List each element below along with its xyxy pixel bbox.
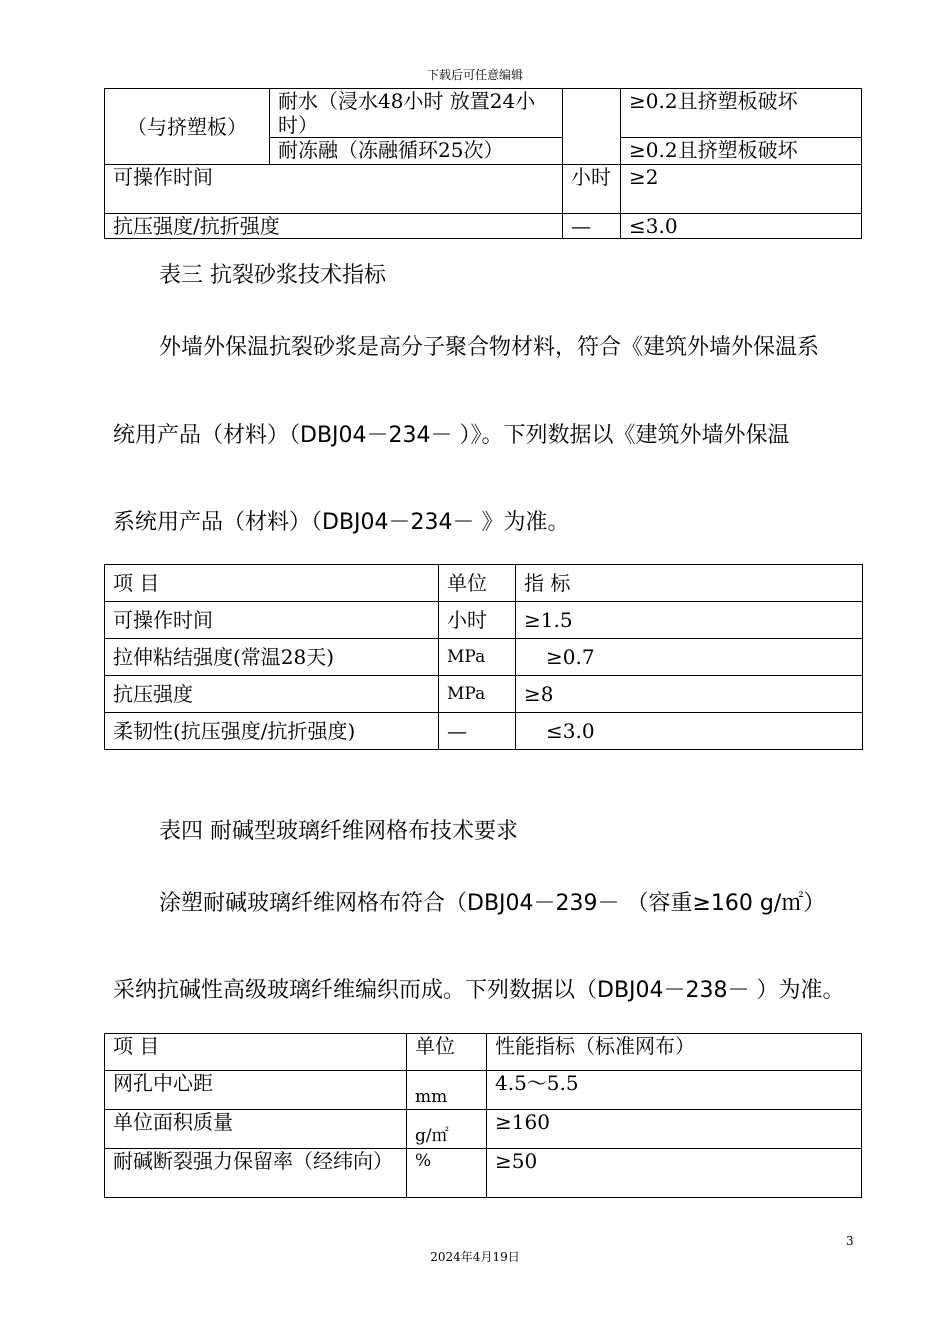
table-row xyxy=(105,676,863,713)
table-row xyxy=(105,1110,862,1149)
table-cell-unit: — xyxy=(563,214,621,239)
table-cell-value: ≥2 xyxy=(621,165,862,214)
table-cell-unit: MPa xyxy=(439,639,516,676)
paragraph-line: 统用产品（材料）（DBJ04－234－ ）》。下列数据以《建筑外墙外保温 xyxy=(113,423,790,448)
table-cell-unit: — xyxy=(439,713,516,750)
section-title: 表四 耐碱型玻璃纤维网格布技术要求 xyxy=(159,819,518,844)
paragraph-line: 系统用产品（材料）（DBJ04－234－ 》为准。 xyxy=(113,510,570,535)
mesh-spec-table xyxy=(104,1033,862,1198)
table-cell-subitem: 耐冻融（冻融循环25次） xyxy=(270,138,563,165)
table-row xyxy=(105,1149,862,1198)
table-cell-unit: g/㎡ xyxy=(407,1110,487,1149)
table-cell-item: 单位面积质量 xyxy=(105,1110,407,1149)
table-cell-item: （与挤塑板） xyxy=(105,89,270,165)
page-header: 下载后可任意编辑 xyxy=(426,68,523,82)
table-cell-item: 柔韧性(抗压强度/抗折强度) xyxy=(105,713,439,750)
table-cell-unit: MPa xyxy=(439,676,516,713)
table-cell-item: 耐碱断裂强力保留率（经纬向） xyxy=(105,1149,407,1198)
table-cell-unit: mm xyxy=(407,1071,487,1110)
table-row xyxy=(105,602,863,639)
table-cell-item: 可操作时间 xyxy=(105,165,563,214)
table-cell-value: ≥1.5 xyxy=(516,602,863,639)
footer-date: 2024年4月19日 xyxy=(430,1250,520,1264)
table-cell-item: 抗压强度 xyxy=(105,676,439,713)
table-header-cell: 指 标 xyxy=(516,565,863,602)
table-cell-unit xyxy=(563,89,621,165)
table-cell-unit: 小时 xyxy=(563,165,621,214)
table-cell-unit: % xyxy=(407,1149,487,1198)
mortar-spec-table xyxy=(104,564,863,750)
table-row xyxy=(105,214,862,239)
table-row xyxy=(105,713,863,750)
table-row xyxy=(105,89,862,138)
table-header-cell: 项 目 xyxy=(105,1034,407,1071)
table-cell-item: 可操作时间 xyxy=(105,602,439,639)
table-header-cell: 项 目 xyxy=(105,565,439,602)
table-cell-item: 抗压强度/抗折强度 xyxy=(105,214,563,239)
paragraph-line: 涂塑耐碱玻璃纤维网格布符合（DBJ04－239－ （容重≥160 g/㎡） xyxy=(159,891,826,916)
table-cell-value: ≤3.0 xyxy=(621,214,862,239)
table-row xyxy=(105,165,862,214)
table-cell-value: 4.5～5.5 xyxy=(487,1071,862,1110)
table-cell-item: 网孔中心距 xyxy=(105,1071,407,1110)
table-header-cell: 单位 xyxy=(407,1034,487,1071)
table-header-cell: 性能指标（标准网布） xyxy=(487,1034,862,1071)
paragraph-line: 采纳抗碱性高级玻璃纤维编织而成。下列数据以（DBJ04－238－ ）为准。 xyxy=(113,978,845,1003)
table-cell-value: ≥50 xyxy=(487,1149,862,1198)
table-cell-value: ≥0.7 xyxy=(516,639,863,676)
table-cell-value: ≥160 xyxy=(487,1110,862,1149)
table-row xyxy=(105,639,863,676)
table-cell-subitem: 耐水（浸水48小时 放置24小时） xyxy=(270,89,563,138)
table-header-row xyxy=(105,565,863,602)
page-number: 3 xyxy=(846,1234,854,1248)
table-header-cell: 单位 xyxy=(439,565,516,602)
paragraph-line: 外墙外保温抗裂砂浆是高分子聚合物材料，符合《建筑外墙外保温系 xyxy=(159,335,820,360)
table-cell-item: 拉伸粘结强度(常温28天) xyxy=(105,639,439,676)
section-title: 表三 抗裂砂浆技术指标 xyxy=(159,263,386,288)
table-row xyxy=(105,1071,862,1110)
table-cell-value: ≥8 xyxy=(516,676,863,713)
table-cell-unit: 小时 xyxy=(439,602,516,639)
table-cell-value: ≥0.2且挤塑板破坏 xyxy=(621,89,862,138)
table-cell-value: ≤3.0 xyxy=(516,713,863,750)
table-header-row xyxy=(105,1034,862,1071)
bond-strength-table xyxy=(104,88,862,239)
table-cell-value: ≥0.2且挤塑板破坏 xyxy=(621,138,862,165)
